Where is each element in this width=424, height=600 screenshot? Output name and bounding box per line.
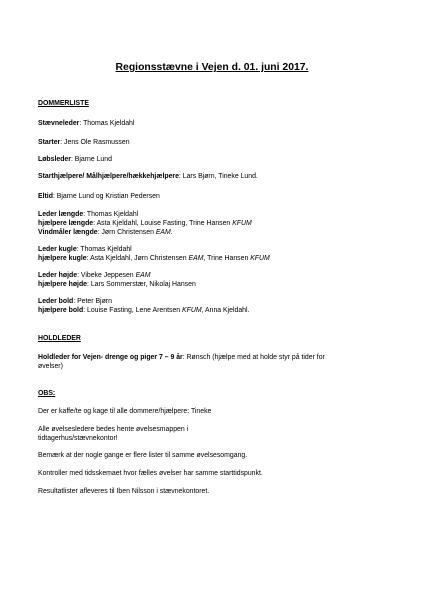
hjaelpere-kugle-label: hjælpere kugle — [38, 255, 87, 262]
starthjaelpere-value: : Lars Bjørn, Tineke Lund. — [178, 173, 258, 180]
holdleder-heading: HOLDLEDER — [38, 335, 81, 342]
hjaelpere-laengde-line — [38, 220, 252, 228]
leder-hoejde-label: Leder højde — [38, 272, 78, 279]
hjaelpere-kugle-line — [38, 255, 270, 263]
obs-tidsskema: Kontroller med tidsskemaet hvor fælles øvelser har samme starttidspunkt. — [38, 470, 263, 477]
eltid-value: : Bjarne Lund og Kristian Pedersen — [52, 193, 160, 200]
hjaelpere-bold-club: KFUM — [182, 307, 202, 314]
starter-value: : Jens Ole Rasmussen — [60, 139, 130, 146]
hjaelpere-bold-label: hjælpere bold — [38, 307, 84, 314]
holdleder-line-2: øvelser) — [38, 363, 63, 370]
loebsleder-label: Løbsleder — [38, 156, 71, 163]
hjaelpere-kugle-mid: , Trine Hansen — [203, 255, 251, 262]
starter-label: Starter — [38, 139, 61, 146]
staevneleder-label: Stævneleder — [38, 120, 80, 127]
vindmaaler-laengde-value: : Jørn Christensen — [97, 229, 156, 236]
starthjaelpere-line — [38, 173, 258, 181]
hjaelpere-kugle-value: : Asta Kjeldahl, Jørn Christensen — [86, 255, 189, 262]
starthjaelpere-label: Starthjælpere/ Målhjælpere/hækkehjælpere — [38, 173, 179, 180]
starter-line — [38, 139, 130, 147]
leder-laengde-label: Leder længde — [38, 211, 84, 218]
leder-hoejde-line — [38, 272, 151, 280]
leder-hoejde-value: : Vibeke Jeppesen — [77, 272, 136, 279]
leder-laengde-value: : Thomas Kjeldahl — [83, 211, 139, 218]
hjaelpere-hoejde-line — [38, 281, 196, 289]
obs-oevelsesmappe: Alle øvelsesledere bedes hente øvelsesmappen i — [38, 426, 189, 433]
obs-kaffe: Der er kaffe/te og kage til alle dommere/hjælpere: Tineke — [38, 408, 212, 415]
obs-oevelsesmappe-2: tidtagerhus/stævnekontor! — [38, 435, 118, 442]
leder-kugle-label: Leder kugle — [38, 246, 77, 253]
hjaelpere-bold-end: , Anna Kjeldahl. — [201, 307, 250, 314]
leder-kugle-value: : Thomas Kjeldahl — [76, 246, 132, 253]
loebsleder-value: : Bjarne Lund — [70, 156, 112, 163]
eltid-line — [38, 193, 160, 201]
holdleder-value: : Rønsch (hjælpe med at holde styr på tider for — [182, 354, 325, 361]
hjaelpere-hoejde-label: hjælpere højde — [38, 281, 88, 288]
vindmaaler-laengde-label: Vindmåler længde — [38, 229, 98, 236]
vindmaaler-laengde-club: EAM. — [155, 229, 173, 236]
eltid-label: Eltid — [38, 193, 53, 200]
hjaelpere-bold-line — [38, 307, 249, 315]
obs-resultatlister: Resultatlister afleveres til Iben Nilsson i stævnekontoret. — [38, 488, 210, 495]
hjaelpere-kugle-club-2: KFUM — [250, 255, 270, 262]
hjaelpere-laengde-club: KFUM — [232, 220, 252, 227]
obs-lister: Bemærk at der nogle gange er flere lister til samme øvelsesomgang. — [38, 452, 248, 459]
staevneleder-value: : Thomas Kjeldahl — [79, 120, 135, 127]
leder-bold-line — [38, 298, 112, 306]
dommerliste-heading: DOMMERLISTE — [38, 100, 89, 107]
leder-kugle-line — [38, 246, 132, 254]
hjaelpere-kugle-club-1: EAM — [188, 255, 204, 262]
hjaelpere-laengde-value: : Asta Kjeldahl, Louise Fasting, Trine Hansen — [93, 220, 233, 227]
page-title: Regionsstævne i Vejen d. 01. juni 2017. — [115, 62, 309, 73]
leder-bold-value: : Peter Bjørn — [73, 298, 112, 305]
vindmaaler-laengde-line — [38, 229, 173, 237]
obs-heading: OBS: — [38, 390, 56, 397]
staevneleder-line — [38, 120, 134, 128]
holdleder-label: Holdleder for Vejen- drenge og piger 7 – 9 år — [38, 354, 183, 361]
hjaelpere-laengde-label: hjælpere længde — [38, 220, 94, 227]
holdleder-line — [38, 354, 325, 362]
leder-laengde-line — [38, 211, 138, 219]
hjaelpere-hoejde-value: : Lars Sommerstær, Nikolaj Hansen — [87, 281, 196, 288]
leder-hoejde-club: EAM — [135, 272, 151, 279]
leder-bold-label: Leder bold — [38, 298, 74, 305]
loebsleder-line — [38, 156, 112, 164]
hjaelpere-bold-value: : Louise Fasting, Lene Arentsen — [83, 307, 183, 314]
